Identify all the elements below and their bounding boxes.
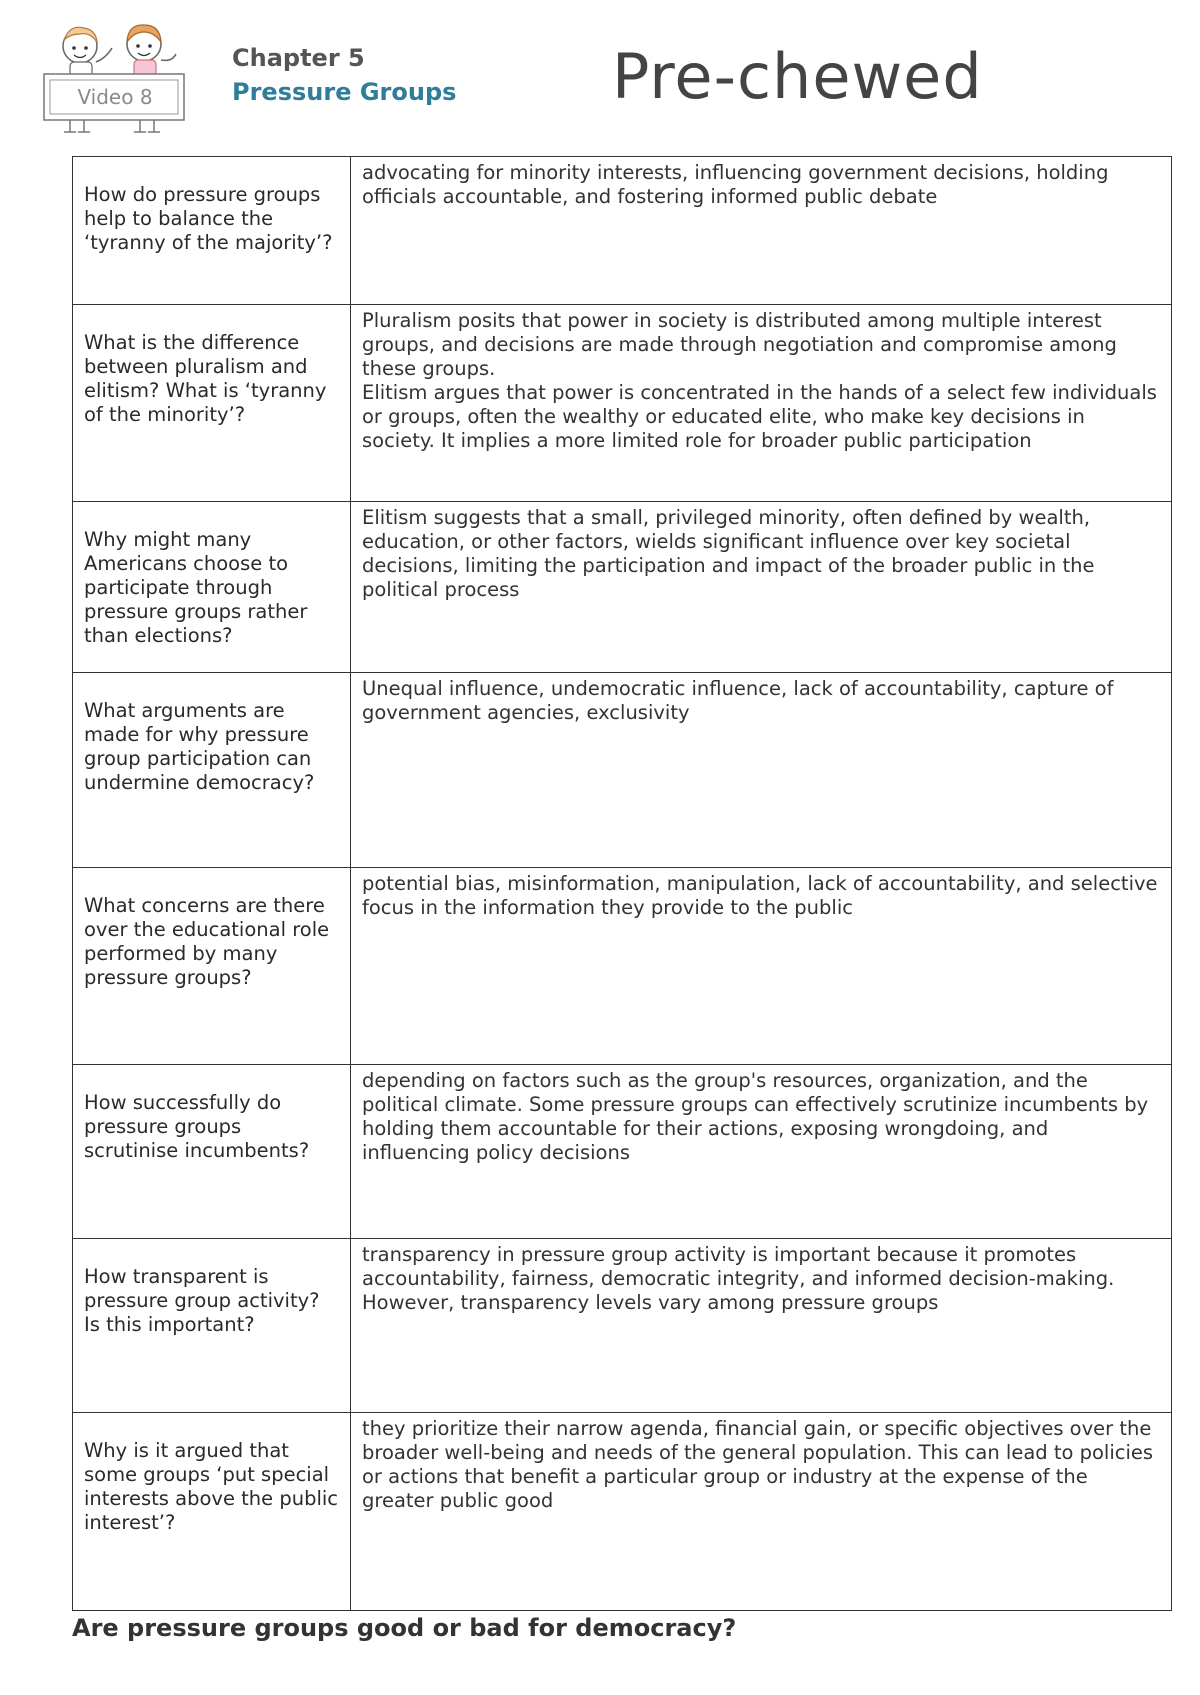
video-number-label: Video 8 [77, 85, 153, 109]
answer-cell[interactable] [351, 1239, 1172, 1413]
table-row [73, 1065, 1172, 1239]
question-cell: How successfully do pressure groups scrutinise incumbents? [73, 1065, 351, 1239]
answer-paragraph: Unequal influence, undemocratic influence, lack of accountability, capture of government agencies, exclusivity [362, 677, 1114, 724]
question-answer-table [72, 156, 1172, 1611]
question-cell: Why is it argued that some groups ‘put special interests above the public interest’? [73, 1413, 351, 1611]
question-cell: What concerns are there over the educational role performed by many pressure groups? [73, 868, 351, 1065]
table-row [73, 868, 1172, 1065]
table-row [73, 1413, 1172, 1611]
question-cell: What arguments are made for why pressure group participation can undermine democracy? [73, 673, 351, 868]
question-cell: How transparent is pressure group activity? Is this important? [73, 1239, 351, 1413]
chapter-label: Chapter 5 [232, 44, 365, 72]
answer-paragraph: depending on factors such as the group's resources, organization, and the political climate. Some pressure groups can effectively scrutinize incumbents by holding them accountable for their actions, exposing wrongdoing, and influencing policy decisions [362, 1069, 1149, 1164]
answer-cell[interactable] [351, 502, 1172, 673]
question-cell: Why might many Americans choose to participate through pressure groups rather than elections? [73, 502, 351, 673]
answer-cell[interactable] [351, 305, 1172, 502]
answer-cell[interactable] [351, 1413, 1172, 1611]
answer-cell[interactable] [351, 868, 1172, 1065]
table-row [73, 502, 1172, 673]
cartoon-kids-logo [40, 18, 192, 140]
answer-paragraph: Elitism argues that power is concentrated in the hands of a select few individuals or groups, often the wealthy or educated elite, who make key decisions in society. It implies a more limited role for broader public participation [362, 381, 1157, 452]
answer-paragraph: transparency in pressure group activity is important because it promotes accountability, fairness, democratic integrity, and informed decision-making. However, transparency levels vary among pressure groups [362, 1243, 1115, 1314]
topic-title: Pressure Groups [232, 78, 457, 106]
answer-paragraph: potential bias, misinformation, manipulation, lack of accountability, and selective focus in the information they provide to the public [362, 872, 1158, 919]
answer-cell[interactable] [351, 1065, 1172, 1239]
answer-cell[interactable] [351, 673, 1172, 868]
table-row [73, 305, 1172, 502]
question-cell: What is the difference between pluralism and elitism? What is ‘tyranny of the minority’? [73, 305, 351, 502]
table-row [73, 673, 1172, 868]
closing-question: Are pressure groups good or bad for democracy? [72, 1614, 737, 1642]
answer-paragraph: Pluralism posits that power in society is distributed among multiple interest groups, and decisions are made through negotiation and compromise among these groups. [362, 309, 1117, 380]
table-row [73, 157, 1172, 305]
table-row [73, 1239, 1172, 1413]
answer-paragraph: Elitism suggests that a small, privileged minority, often defined by wealth, education, or other factors, wields significant influence over key societal decisions, limiting the participation and impact of the broader public in the political process [362, 506, 1095, 601]
kids-holding-sign-icon [40, 18, 192, 140]
answer-paragraph: they prioritize their narrow agenda, financial gain, or specific objectives over the broader well-being and needs of the general population. This can lead to policies or actions that benefit a particular group or industry at the expense of the greater public good [362, 1417, 1154, 1512]
question-cell: How do pressure groups help to balance the ‘tyranny of the majority’? [73, 157, 351, 305]
answer-cell[interactable] [351, 157, 1172, 305]
answer-paragraph: advocating for minority interests, influencing government decisions, holding officials accountable, and fostering informed public debate [362, 161, 1109, 208]
brand-title: Pre-chewed [612, 40, 983, 113]
